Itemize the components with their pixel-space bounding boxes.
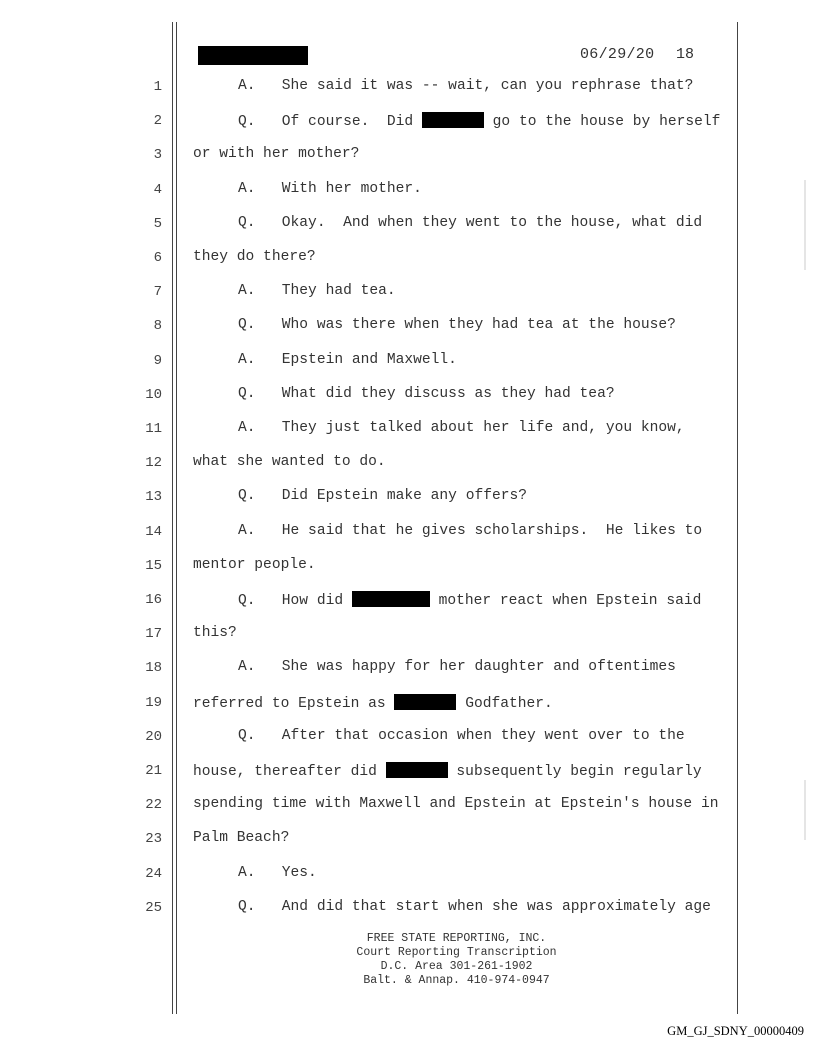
- transcript-line: [0, 795, 816, 817]
- transcript-line: [0, 658, 816, 680]
- line-text: [193, 454, 386, 470]
- transcript-line: [0, 590, 816, 612]
- redaction-box: [386, 762, 448, 778]
- line-text-segment: Godfather.: [456, 695, 553, 712]
- line-text-segment: A. They just talked about her life and, you know,: [238, 420, 685, 436]
- line-number: 11: [145, 421, 162, 437]
- line-text: [193, 146, 359, 162]
- line-text: [238, 78, 693, 94]
- line-text: [238, 523, 702, 539]
- line-text-segment: they do there?: [193, 249, 316, 265]
- transcript-line: [0, 829, 816, 851]
- transcript-line: [0, 522, 816, 544]
- transcript-line: [0, 77, 816, 99]
- line-number: 10: [145, 386, 162, 403]
- line-text-segment: referred to Epstein as: [193, 695, 395, 712]
- bates-number: GM_GJ_SDNY_00000409: [667, 1024, 804, 1038]
- line-text-segment: mentor people.: [193, 556, 316, 573]
- line-text-segment: A. They had tea.: [238, 283, 396, 300]
- line-text: [238, 488, 527, 504]
- line-number: 1: [153, 79, 162, 95]
- line-text-segment: house, thereafter did: [193, 764, 386, 780]
- line-text-segment: A. With her mother.: [238, 180, 422, 197]
- line-text: [238, 215, 702, 231]
- transcript-line: [0, 693, 816, 715]
- line-text-segment: what she wanted to do.: [193, 454, 386, 471]
- line-text-segment: or with her mother?: [193, 146, 360, 163]
- transcript-line: [0, 316, 816, 338]
- line-number: 7: [153, 284, 162, 301]
- line-number: 6: [153, 250, 162, 266]
- line-number: 17: [145, 626, 162, 643]
- line-number: 15: [145, 557, 162, 574]
- line-number: 24: [145, 865, 162, 882]
- transcript-line: [0, 727, 816, 749]
- header-page-number: 18: [676, 46, 695, 63]
- line-number: 23: [145, 831, 162, 848]
- line-text: [238, 112, 720, 130]
- line-text-segment: Q. Okay. And when they went to the house, what did: [238, 214, 703, 231]
- line-text: [193, 830, 289, 846]
- line-number: 16: [145, 592, 162, 608]
- line-text-segment: A. She said it was -- wait, can you rephrase that?: [238, 78, 694, 94]
- line-text-segment: Q. Of course. Did: [238, 114, 422, 131]
- line-text: [238, 283, 396, 299]
- line-text: [238, 317, 676, 333]
- transcript-line: [0, 282, 816, 304]
- line-text: [238, 420, 685, 436]
- line-number: 2: [153, 113, 162, 130]
- line-number: 4: [153, 181, 162, 198]
- line-number: 5: [153, 215, 162, 232]
- line-text: [193, 762, 702, 780]
- line-text: [238, 591, 701, 609]
- line-number: 9: [153, 352, 162, 369]
- transcript-line: [0, 624, 816, 646]
- redaction-box: [352, 591, 430, 607]
- line-number: 22: [145, 797, 162, 814]
- line-number: 20: [145, 728, 162, 745]
- redaction-box: [394, 694, 456, 710]
- line-text-segment: A. Yes.: [238, 864, 317, 881]
- line-text-segment: Q. Who was there when they had tea at the house?: [238, 317, 676, 334]
- line-text: [238, 865, 317, 881]
- footer-phone-dc: D.C. Area 301-261-1902: [380, 960, 533, 973]
- line-text-segment: go to the house by herself: [483, 114, 721, 131]
- line-text-segment: A. He said that he gives scholarships. He likes to: [238, 522, 703, 539]
- line-text: [238, 352, 457, 368]
- transcript-line: [0, 214, 816, 236]
- transcript-line: [0, 419, 816, 441]
- transcript-line: [0, 385, 816, 407]
- line-number: 13: [145, 489, 162, 506]
- footer-company: FREE STATE REPORTING, INC.: [366, 932, 547, 945]
- line-text-segment: Palm Beach?: [193, 830, 290, 847]
- line-text: [238, 728, 685, 744]
- line-number: 19: [145, 694, 162, 711]
- line-number: 3: [153, 147, 162, 164]
- line-number: 18: [145, 660, 162, 677]
- transcript-line: [0, 864, 816, 886]
- line-text-segment: Q. After that occasion when they went over to the: [238, 727, 685, 744]
- transcript-line: [0, 898, 816, 920]
- header-redaction: [198, 46, 308, 65]
- line-text-segment: Q. What did they discuss as they had tea?: [238, 385, 615, 402]
- footer-phone-balt: Balt. & Annap. 410-974-0947: [363, 974, 550, 987]
- line-text-segment: Q. Did Epstein make any offers?: [238, 488, 528, 505]
- line-text-segment: this?: [193, 625, 237, 642]
- transcript-line: [0, 351, 816, 373]
- transcript-line: [0, 248, 816, 270]
- line-text: [238, 899, 711, 915]
- line-text: [193, 625, 237, 641]
- transcript-line: [0, 453, 816, 475]
- line-text: [238, 659, 676, 675]
- line-text-segment: mother react when Epstein said: [429, 593, 702, 609]
- line-text-segment: A. Epstein and Maxwell.: [238, 351, 457, 368]
- line-text: [193, 249, 316, 265]
- line-text-segment: A. She was happy for her daughter and oftentimes: [238, 659, 676, 676]
- line-text: [193, 796, 718, 812]
- transcript-line: [0, 761, 816, 783]
- line-text: [238, 386, 615, 402]
- reporter-footer: [176, 932, 737, 988]
- line-number: 12: [145, 455, 162, 472]
- line-text-segment: Q. And did that start when she was approximately age: [238, 898, 711, 915]
- line-text: [193, 557, 316, 573]
- transcript-line: [0, 487, 816, 509]
- line-text-segment: spending time with Maxwell and Epstein at Epstein's house in: [193, 796, 719, 813]
- transcript-line: [0, 145, 816, 167]
- line-number: 21: [145, 763, 162, 779]
- line-number: 8: [153, 318, 162, 335]
- line-text-segment: subsequently begin regularly: [447, 764, 702, 780]
- line-text: [238, 181, 422, 197]
- transcript-line: [0, 180, 816, 202]
- line-number: 14: [145, 523, 162, 540]
- footer-services: Court Reporting Transcription: [356, 946, 557, 959]
- transcript-line: [0, 111, 816, 133]
- transcript-line: [0, 556, 816, 578]
- line-number: 25: [145, 899, 162, 916]
- line-text: [193, 694, 553, 712]
- header-date: 06/29/20: [580, 46, 655, 63]
- line-text-segment: Q. How did: [238, 593, 352, 609]
- redaction-box: [422, 112, 484, 128]
